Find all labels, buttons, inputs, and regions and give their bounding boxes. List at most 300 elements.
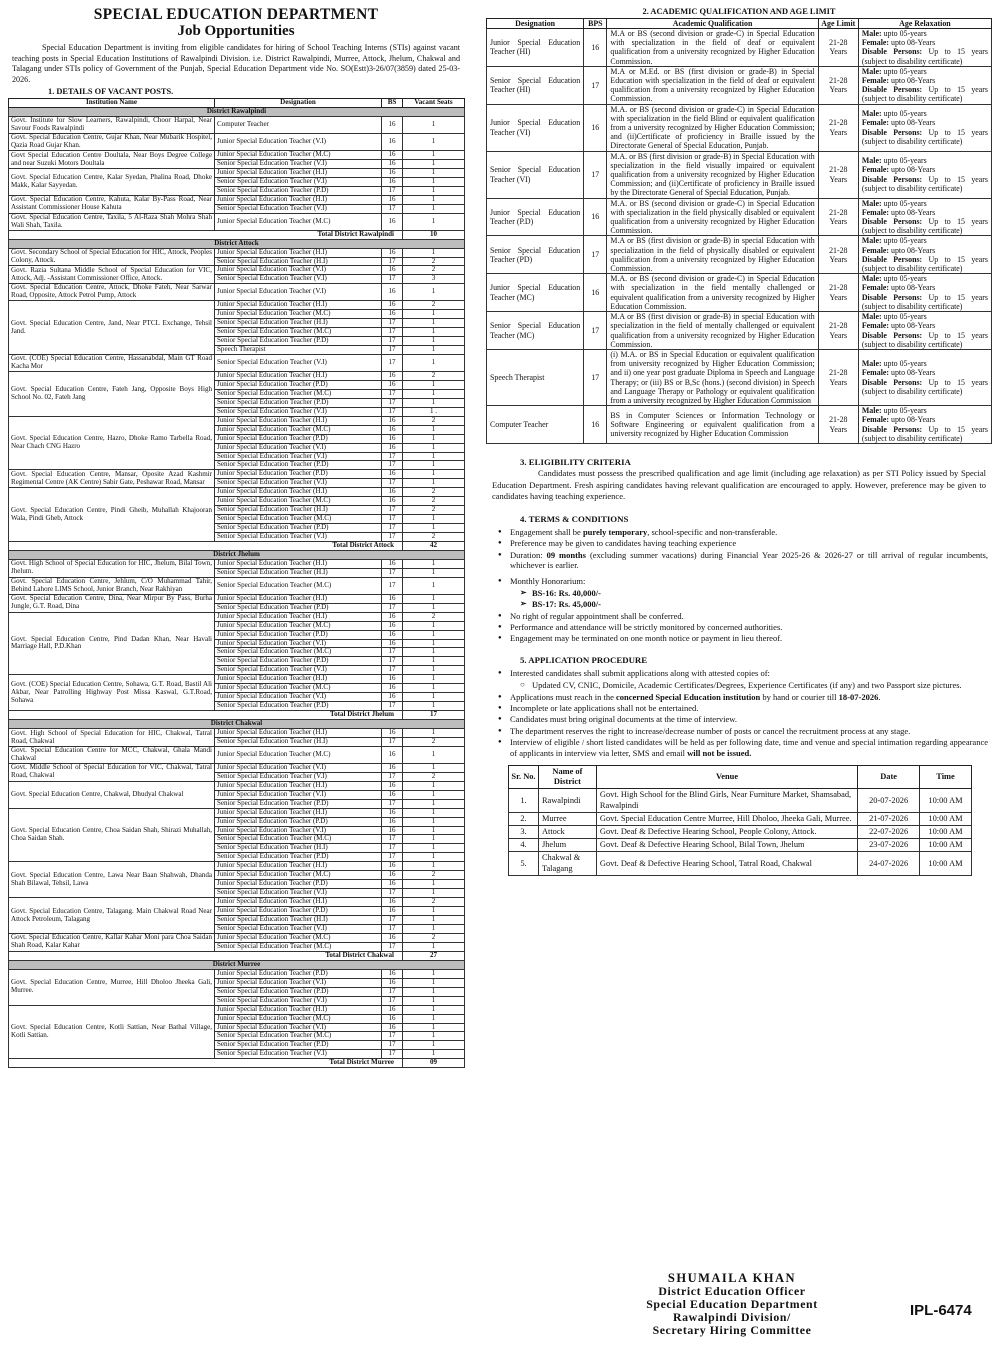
sr-no-cell: 1. — [509, 789, 539, 812]
table-row — [9, 612, 465, 621]
seats-cell: 1 — [403, 213, 465, 230]
designation-cell: Junior Special Education Teacher (H.I) — [215, 675, 382, 684]
seats-cell: 1 — [403, 630, 465, 639]
seats-cell: 1 — [403, 186, 465, 195]
designation-cell: Senior Special Education Teacher (M.C) — [215, 515, 382, 524]
designation-cell: Senior Special Education Teacher (H.I) — [215, 916, 382, 925]
institution-name: Govt. Special Education Centre, Taxila, 5 Al-Raza Shah Mohra Shah Wali Shah, Taxila. — [9, 213, 215, 230]
relax-female — [862, 38, 988, 47]
relax-label: Female: — [861, 321, 890, 331]
bs-cell: 16 — [382, 763, 403, 772]
bs-cell: 17 — [382, 275, 403, 284]
bps-cell: 17 — [584, 151, 607, 198]
signatory-department: Special Education Department — [646, 1297, 818, 1311]
interview-row — [509, 812, 972, 825]
procedure-item: ● Applications must reach in the concerned Special Education institution by hand or courier till 18-07-2026. — [510, 692, 988, 702]
bps-cell: 16 — [584, 104, 607, 151]
page-title: SPECIAL EDUCATION DEPARTMENT — [93, 6, 379, 23]
institution-name: Govt. Special Education Centre, Talagang. Main Chakwal Road Near Attock Petroleum, Talagang — [9, 898, 215, 934]
seats-cell: 2 — [403, 301, 465, 310]
designation-cell: Junior Special Education Teacher (M.C) — [215, 425, 382, 434]
bs-cell: 16 — [382, 880, 403, 889]
bs-cell: 17 — [382, 889, 403, 898]
district-total-label: Total District Murree — [9, 1059, 403, 1068]
relax-disable — [862, 331, 988, 349]
bs-cell: 17 — [382, 328, 403, 337]
relax-male — [862, 67, 988, 76]
bs-cell: 16 — [382, 746, 403, 763]
vacant-header-row — [9, 99, 465, 108]
age-limit-cell: 21-28 Years — [818, 29, 858, 67]
vacant-posts-table — [8, 98, 465, 1068]
table-row — [9, 933, 465, 942]
designation-cell: Junior Special Education Teacher (H.I) — [215, 416, 382, 425]
seats-cell: 1 — [403, 177, 465, 186]
bs-cell: 16 — [382, 443, 403, 452]
bs-cell: 16 — [382, 1014, 403, 1023]
qualification-cell: M.A. or BS (second division or grade-C) in Special Education with specialization in the field mentally challenged or equivalent qualification from a university recognized by Higher Education Commission. — [607, 274, 818, 312]
designation-cell: Junior Special Education Teacher (V.I) — [215, 790, 382, 799]
bs-cell: 16 — [382, 862, 403, 871]
qualification-row — [487, 274, 992, 312]
qualification-row — [487, 236, 992, 274]
relax-female — [862, 368, 988, 377]
designation-cell: Junior Special Education Teacher (P.D) — [215, 880, 382, 889]
relax-male — [862, 236, 988, 245]
seats-cell: 1 — [403, 568, 465, 577]
sr-no-cell: 4. — [509, 839, 539, 852]
table-row — [9, 898, 465, 907]
bps-cell: 17 — [584, 66, 607, 104]
district-total-label: Total District Chakwal — [9, 951, 403, 960]
bps-cell: 16 — [584, 274, 607, 312]
designation-cell: Senior Special Education Teacher (P.D) — [215, 702, 382, 711]
institution-name: Govt. Special Education Centre, Chakwal, Dhudyal Chakwal — [9, 781, 215, 808]
seats-cell: 1 — [403, 328, 465, 337]
relax-disable — [862, 85, 988, 103]
col-designation: Designation — [215, 99, 382, 108]
age-limit-cell: 21-28 Years — [818, 312, 858, 350]
signatory-committee: Secretary Hiring Committee — [652, 1323, 812, 1337]
bs-cell: 16 — [382, 301, 403, 310]
table-row — [9, 151, 465, 160]
relax-value: Up to 15 years (subject to disability certificate) — [861, 174, 988, 193]
designation-cell: Senior Special Education Teacher (M.C) — [215, 577, 382, 594]
designation-cell: Senior Special Education Teacher (M.C) — [215, 389, 382, 398]
designation-cell: Junior Special Education Teacher (P.D) — [215, 380, 382, 389]
designation-cell: Junior Special Education Teacher (H.I) — [215, 898, 382, 907]
designation-cell: Junior Special Education Teacher (V.I) — [215, 134, 382, 151]
interview-row — [509, 852, 972, 875]
designation-cell: Junior Special Education Teacher (M.C) — [215, 746, 382, 763]
designation-cell: Junior Special Education Teacher (M.C) — [215, 310, 382, 319]
seats-cell: 1 — [403, 648, 465, 657]
table-row — [9, 195, 465, 204]
bps-cell: 17 — [584, 312, 607, 350]
qualification-cell: M.A or BS (second division or grade-C) in Special Education with specialization in the field of deaf or equivalent qualification from a university recognized by Higher Education Commission. — [607, 29, 818, 67]
table-row — [9, 675, 465, 684]
relax-label: Male: — [861, 236, 882, 246]
seats-cell: 2 — [403, 933, 465, 942]
designation-cell: Junior Special Education Teacher (V.I) — [215, 826, 382, 835]
designation-cell: Junior Special Education Teacher (H.I) — [215, 169, 382, 178]
seats-cell: 1 — [403, 594, 465, 603]
relax-label: Disable Persons: — [861, 47, 923, 57]
relax-label: Disable Persons: — [861, 85, 923, 95]
age-limit-cell: 21-28 Years — [818, 274, 858, 312]
seats-cell: 1 — [403, 346, 465, 355]
bs-cell: 16 — [382, 612, 403, 621]
bs-cell: 17 — [382, 186, 403, 195]
age-relaxation-cell — [858, 274, 991, 312]
designation-cell: Senior Special Education Teacher (M.C) — [215, 835, 382, 844]
table-row — [9, 213, 465, 230]
bs-cell: 16 — [382, 266, 403, 275]
relax-value: upto 05-years — [883, 109, 927, 119]
qualification-row — [487, 406, 992, 444]
relax-label: Disable Persons: — [861, 127, 923, 137]
col-designation: Designation — [487, 19, 584, 29]
relax-value: upto 05-years — [883, 274, 927, 284]
relax-value: upto 05-years — [883, 66, 927, 76]
bs-cell: 17 — [382, 666, 403, 675]
district-name: District Chakwal — [9, 720, 465, 729]
institution-name: Govt. Secondary School of Special Education for HIC, Attock, Peoples Colony, Attock. — [9, 248, 215, 266]
col-district: Name of District — [538, 766, 596, 789]
designation-cell: Junior Special Education Teacher (H.I) — [215, 195, 382, 204]
bs-cell: 16 — [382, 808, 403, 817]
bs-cell: 16 — [382, 248, 403, 257]
procedure-item: ● Interview of eligible / short listed candidates will be held as per following date, time and venue and special intimation regarding appearance of applicants in interview via letter, SMS and email will not be issued. — [510, 737, 988, 758]
designation-cell: Senior Special Education Teacher (M.C) — [215, 942, 382, 951]
bs-cell: 17 — [382, 987, 403, 996]
seats-cell: 1 — [403, 479, 465, 488]
bs-cell: 17 — [382, 355, 403, 372]
designation-cell: Senior Special Education Teacher (V.I) — [215, 479, 382, 488]
designation-cell: Junior Special Education Teacher (H.I) — [215, 729, 382, 738]
table-row — [9, 577, 465, 594]
relax-value: upto 08-Years — [891, 165, 936, 175]
designation-cell: Senior Special Education Teacher (V.I) — [215, 160, 382, 169]
designation-cell: Junior Special Education Teacher (H.I) — [215, 781, 382, 790]
institution-name: Govt. Special Education Centre, Kotli Sattian, Near Bathal Village, Kotli Sattian. — [9, 1005, 215, 1059]
relax-female — [862, 321, 988, 330]
signatory-division: Rawalpindi Division/ — [673, 1310, 791, 1324]
relax-label: Disable Persons: — [861, 377, 923, 387]
interview-row — [509, 789, 972, 812]
bs-cell: 17 — [382, 398, 403, 407]
seats-cell: 1 — [403, 151, 465, 160]
designation-cell: Senior Special Education Teacher (V.I) — [215, 1050, 382, 1059]
seats-cell: 2 — [403, 772, 465, 781]
venue-cell: Govt. Deaf & Defective Hearing School, Bilal Town, Jhelum — [596, 839, 857, 852]
time-cell: 10:00 AM — [920, 789, 972, 812]
relax-label: Female: — [861, 415, 890, 425]
bs-cell: 17 — [382, 916, 403, 925]
pay-bs16: ➢ BS-16: Rs. 40,000/- — [532, 588, 984, 598]
seats-cell: 1 — [403, 134, 465, 151]
seats-cell: 2 — [403, 497, 465, 506]
institution-name: Govt. High School of Special Education for HIC, Jhelum, Bilal Town, Jhelum. — [9, 559, 215, 577]
designation-cell: Junior Special Education Teacher (M.C) — [215, 213, 382, 230]
qualification-cell: M.A or BS (first division or grade-B) in special Education with specialization in the field of physically disabled or equivalent qualification from a university recognized by Higher Education Commission. — [607, 236, 818, 274]
district-cell: Chakwal & Talagang — [538, 852, 596, 875]
relax-label: Disable Persons: — [861, 254, 923, 264]
institution-name: Govt. Middle School of Special Education for VIC, Chakwal, Tatral Road, Chakwal — [9, 763, 215, 781]
age-limit-cell: 21-28 Years — [818, 349, 858, 405]
designation-cell: Senior Special Education Teacher (P.D) — [215, 398, 382, 407]
relax-label: Female: — [861, 283, 890, 293]
bs-cell: 16 — [382, 729, 403, 738]
seats-cell: 1 — [403, 729, 465, 738]
institution-name: Govt. Special Education Centre, Hazro, Dhoke Ramo Tarbella Road, Near Chach CNG Hazro — [9, 416, 215, 470]
designation-cell: Junior Special Education Teacher (P.D) — [215, 907, 382, 916]
designation-cell: Senior Special Education Teacher (MC) — [487, 312, 584, 350]
table-row — [9, 1005, 465, 1014]
relax-female — [862, 165, 988, 174]
seats-cell: 1 — [403, 398, 465, 407]
relax-value: upto 05-years — [883, 29, 927, 38]
age-relaxation-cell — [858, 198, 991, 236]
table-row — [9, 808, 465, 817]
relax-label: Female: — [861, 368, 890, 378]
relax-female — [862, 246, 988, 255]
district-name: District Murree — [9, 960, 465, 969]
terms-heading: 4. TERMS & CONDITIONS — [520, 513, 629, 524]
designation-cell: Senior Special Education Teacher (V.I) — [215, 275, 382, 284]
relax-value: Up to 15 years (subject to disability certificate) — [861, 254, 988, 274]
relax-value: upto 05-years — [883, 156, 927, 166]
relax-label: Male: — [861, 198, 882, 208]
seats-cell: 1 — [403, 657, 465, 666]
seats-cell: 1 — [403, 443, 465, 452]
designation-cell: Junior Special Education Teacher (M.C) — [215, 151, 382, 160]
bs-cell: 16 — [382, 790, 403, 799]
seats-cell: 1 — [403, 1023, 465, 1032]
district-total-row — [9, 542, 465, 551]
qualification-row — [487, 66, 992, 104]
seats-cell: 1 — [403, 702, 465, 711]
district-cell: Attock — [538, 826, 596, 839]
designation-cell: Junior Special Education Teacher (P.D) — [215, 969, 382, 978]
relax-value: upto 05-years — [883, 359, 927, 369]
relax-value: upto 05-years — [883, 312, 927, 322]
designation-cell: Senior Special Education Teacher (V.I) — [215, 204, 382, 213]
seats-cell: 1 — [403, 355, 465, 372]
seats-cell: 1 — [403, 916, 465, 925]
table-row — [9, 117, 465, 134]
seats-cell: 1 — [403, 799, 465, 808]
age-limit-cell: 21-28 Years — [818, 66, 858, 104]
relax-value: Up to 15 years (subject to disability certificate) — [861, 127, 988, 146]
sr-no-cell: 2. — [509, 812, 539, 825]
age-relaxation-cell — [858, 236, 991, 274]
relax-value: upto 08-Years — [891, 207, 936, 217]
table-row — [9, 781, 465, 790]
relax-female — [862, 208, 988, 217]
bs-cell: 16 — [382, 169, 403, 178]
institution-name: Govt. Special Education Centre, Mansar, Oposite Azad Kashmir Regimental Centre (AK Centre) Sabir Gate, Peshawar Road, Mansar — [9, 470, 215, 488]
bs-cell: 16 — [382, 898, 403, 907]
relax-value: upto 05-years — [883, 236, 927, 246]
designation-cell: Speech Therapist — [215, 346, 382, 355]
bs-cell: 16 — [382, 497, 403, 506]
institution-name: Govt. Special Education Centre, Gujar Khan, Near Mubarik Hospitel, Qazia Road Gujar Khan. — [9, 134, 215, 151]
bs-cell: 17 — [382, 835, 403, 844]
designation-cell: Junior Special Education Teacher (P.D) — [215, 817, 382, 826]
signatory-title: District Education Officer — [658, 1284, 806, 1298]
seats-cell: 1 — [403, 195, 465, 204]
seats-cell: 1 — [403, 746, 465, 763]
relax-value: upto 08-Years — [891, 245, 936, 255]
institution-name: Govt. Razia Sultana Middle School of Special Education for VIC, Attock, Adj. -Assistant Commissioner Office, Attock. — [9, 266, 215, 284]
date-cell: 22-07-2026 — [858, 826, 920, 839]
institution-name: Govt. Special Education Centre, Attock, Dhoke Fateh, Near Sarwar Road, Opposite, Attock Petrol Pump, Attock — [9, 284, 215, 301]
ipl-number: IPL-6474 — [910, 1302, 972, 1319]
time-cell: 10:00 AM — [920, 812, 972, 825]
relax-disable — [862, 217, 988, 235]
term-item: ● No right of regular appointment shall be conferred. — [510, 611, 988, 621]
seats-cell: 1 — [403, 889, 465, 898]
seats-cell: 1 — [403, 996, 465, 1005]
seats-cell: 1 — [403, 675, 465, 684]
relax-disable — [862, 128, 988, 146]
bs-cell: 17 — [382, 515, 403, 524]
procedure-item: ● The department reserves the right to increase/decrease number of posts or cancel the recruitment process at any stage. — [510, 726, 988, 736]
district-total-value: 10 — [403, 230, 465, 239]
seats-cell: 2 — [403, 533, 465, 542]
bs-cell: 16 — [382, 380, 403, 389]
qualification-cell: BS in Computer Sciences or Information Technology or Software Engineering or equivalent qualification from a university recognized by Higher Education Commission — [607, 406, 818, 444]
qualification-cell: (i) M.A. or BS in Special Education or equivalent qualification from university recognized by Higher Education Commission; and ii) one year post graduate Diploma in Speech and Language Therapy; or (iii) BS or B,Sc (hons.) (second division) in Speech and Language Therapy or Pathology or equivalent qualification from a university recognized by Higher Education Commission — [607, 349, 818, 405]
designation-cell: Junior Special Education Teacher (H.I) — [215, 248, 382, 257]
seats-cell: 1 — [403, 666, 465, 675]
district-total-row — [9, 951, 465, 960]
seats-cell: 1 — [403, 337, 465, 346]
interview-row — [509, 839, 972, 852]
district-total-label: Total District Rawalpindi — [9, 230, 403, 239]
institution-name: Govt. Special Education Centre, Kallar Kahar Moni para Choa Saidan Shah Road, Kalar Kahar — [9, 933, 215, 951]
bs-cell: 17 — [382, 844, 403, 853]
table-row — [9, 746, 465, 763]
page-subtitle: Job Opportunities — [177, 23, 295, 39]
seats-cell: 1 — [403, 969, 465, 978]
seats-cell: 2 — [403, 266, 465, 275]
designation-cell: Junior Special Education Teacher (H.I) — [215, 1005, 382, 1014]
seats-cell: 2 — [403, 506, 465, 515]
table-row — [9, 763, 465, 772]
bs-cell: 17 — [382, 942, 403, 951]
venue-cell: Govt. Deaf & Defective Hearing School, Tatral Road, Chakwal — [596, 852, 857, 875]
bs-cell: 17 — [382, 738, 403, 747]
sr-no-cell: 3. — [509, 826, 539, 839]
seats-cell: 1 — [403, 524, 465, 533]
seats-cell: 2 — [403, 416, 465, 425]
seats-cell: 3 — [403, 275, 465, 284]
seats-cell: 2 — [403, 738, 465, 747]
seats-cell: 1 — [403, 515, 465, 524]
bps-cell: 16 — [584, 198, 607, 236]
designation-cell: Senior Special Education Teacher (H.I) — [215, 568, 382, 577]
time-cell: 10:00 AM — [920, 852, 972, 875]
institution-name: Govt. Special Education Centre, Pind Dadan Khan, Near Havali Marriage Hall, P.D.Khan — [9, 612, 215, 675]
table-row — [9, 594, 465, 603]
bps-cell: 16 — [584, 406, 607, 444]
designation-cell: Junior Special Education Teacher (M.C) — [215, 497, 382, 506]
bs-cell: 16 — [382, 978, 403, 987]
designation-cell: Junior Special Education Teacher (H.I) — [215, 808, 382, 817]
designation-cell: Junior Special Education Teacher (V.I) — [215, 978, 382, 987]
bs-cell: 17 — [382, 1041, 403, 1050]
relax-label: Disable Persons: — [861, 330, 923, 340]
age-relaxation-cell — [858, 349, 991, 405]
relax-value: Up to 15 years (subject to disability certificate) — [861, 424, 988, 443]
designation-cell: Senior Special Education Teacher (M.C) — [215, 1032, 382, 1041]
pay-bs17: ➢ BS-17: Rs. 45,000/- — [532, 599, 984, 609]
age-relaxation-cell — [858, 312, 991, 350]
district-total-value: 42 — [403, 542, 465, 551]
designation-cell: Junior Special Education Teacher (H.I) — [215, 371, 382, 380]
designation-cell: Junior Special Education Teacher (P.D) — [215, 434, 382, 443]
qualification-cell: M.A or M.Ed. or BS (first division or grade-B) in Special Education with specialization in the field of deaf or equivalent qualification from a university recognized by Higher Education Commission. — [607, 66, 818, 104]
designation-cell: Junior Special Education Teacher (V.I) — [215, 284, 382, 301]
seats-cell: 1 — [403, 925, 465, 934]
institution-name: Govt. High School of Special Education for HIC, Chakwal, Tatral Road, Chakwal — [9, 729, 215, 747]
designation-cell: Senior Special Education Teacher (V.I) — [215, 666, 382, 675]
designation-cell: Senior Special Education Teacher (P.D) — [215, 657, 382, 666]
relax-value: upto 08-Years — [891, 76, 936, 86]
relax-label: Female: — [861, 38, 890, 48]
relax-female — [862, 118, 988, 127]
bs-cell: 17 — [382, 257, 403, 266]
district-name: District Jhelum — [9, 550, 465, 559]
bs-cell: 16 — [382, 817, 403, 826]
seats-cell: 1 — [403, 826, 465, 835]
designation-cell: Junior Special Education Teacher (H.I) — [215, 862, 382, 871]
relax-value: Up to 15 years (subject to disability certificate) — [861, 330, 988, 349]
relax-value: upto 08-Years — [891, 118, 936, 128]
seats-cell: 2 — [403, 871, 465, 880]
table-row — [9, 559, 465, 568]
district-row — [9, 239, 465, 248]
seats-cell: 2 — [403, 371, 465, 380]
age-relaxation-cell — [858, 29, 991, 67]
relax-male — [862, 359, 988, 368]
bs-cell: 16 — [382, 781, 403, 790]
col-time: Time — [920, 766, 972, 789]
time-cell: 10:00 AM — [920, 826, 972, 839]
relax-value: upto 08-Years — [891, 368, 936, 378]
bs-cell: 17 — [382, 702, 403, 711]
designation-cell: Senior Special Education Teacher (H.I) — [215, 257, 382, 266]
bs-cell: 17 — [382, 346, 403, 355]
institution-name: Govt. Special Education Centre, Pindi Gheib, Muhallah Khajooran Wala, Pindi Gheb, Attock — [9, 488, 215, 542]
bs-cell: 17 — [382, 204, 403, 213]
qualification-table — [486, 18, 992, 444]
designation-cell: Senior Special Education Teacher (P.D) — [215, 461, 382, 470]
bs-cell: 17 — [382, 603, 403, 612]
seats-cell: 1 — [403, 817, 465, 826]
date-cell: 23-07-2026 — [858, 839, 920, 852]
bs-cell: 16 — [382, 310, 403, 319]
col-sr-no: Sr. No. — [509, 766, 539, 789]
interview-header-row — [509, 766, 972, 789]
institution-name: Govt. Special Education Centre, Choa Saidan Shah, Shirazi Muhallah, Choa Saidan Shah. — [9, 808, 215, 862]
relax-disable — [862, 47, 988, 65]
seats-cell: 1 — [403, 284, 465, 301]
designation-cell: Senior Special Education Teacher (V.I) — [215, 355, 382, 372]
relax-value: upto 08-Years — [891, 38, 936, 48]
